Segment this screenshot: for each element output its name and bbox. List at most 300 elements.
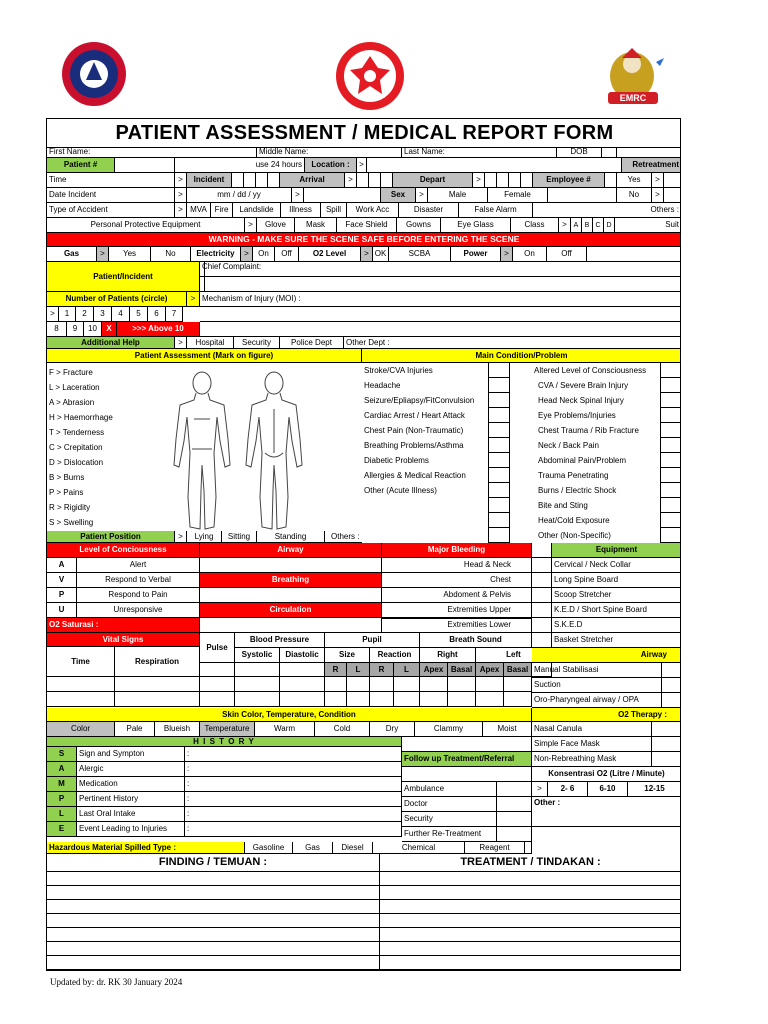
skin-temperature-label: Temperature xyxy=(200,722,255,737)
finding-line[interactable] xyxy=(47,900,380,914)
arrow-marker: > xyxy=(345,173,357,188)
condition-item: Seizure/Epliapsy/FitConvulsion xyxy=(364,395,475,405)
bleeding-item[interactable]: Chest xyxy=(382,573,532,588)
vital-cell[interactable] xyxy=(394,677,420,692)
o2-other-field[interactable]: Other : xyxy=(532,797,681,827)
loc-option[interactable]: Alert xyxy=(77,558,200,573)
gas-no[interactable]: No xyxy=(151,247,191,262)
patient-count-7[interactable]: 7 xyxy=(166,307,183,322)
vital-cell[interactable] xyxy=(370,692,394,707)
vital-cell[interactable] xyxy=(476,677,504,692)
blank xyxy=(235,663,280,677)
skin-pale[interactable]: Pale xyxy=(115,722,155,737)
electricity-on[interactable]: On xyxy=(253,247,275,262)
arrow-marker: > xyxy=(175,337,187,349)
right-basal: Basal xyxy=(448,663,476,677)
equipment-item[interactable]: Basket Stretcher xyxy=(552,633,681,648)
accident-false-alarm[interactable]: False Alarm xyxy=(459,203,533,218)
ppe-gowns[interactable]: Gowns xyxy=(397,218,441,233)
condition-checkbox[interactable] xyxy=(488,363,510,378)
condition-checkbox[interactable] xyxy=(488,423,510,438)
date-incident-field[interactable]: mm / dd / yy xyxy=(187,188,292,203)
moi-field[interactable]: Mechanism of Injury (MOI) : xyxy=(200,292,681,307)
first-name-field[interactable]: First Name: xyxy=(47,147,257,158)
finding-line[interactable] xyxy=(47,886,380,900)
treatment-line[interactable] xyxy=(380,914,681,928)
medical-report-form xyxy=(46,118,681,971)
bleeding-item[interactable]: Extremities Upper xyxy=(382,603,532,618)
incident-time-field[interactable] xyxy=(268,173,280,188)
breath-right-header: Right xyxy=(420,648,476,663)
hazmat-label: Hazardous Material Spilled Type : xyxy=(47,842,245,854)
retreatment-yes[interactable]: Yes xyxy=(617,173,652,188)
help-hospital[interactable]: Hospital xyxy=(187,337,234,349)
condition-checkbox[interactable] xyxy=(488,393,510,408)
legend-item: T > Tenderness xyxy=(49,427,105,437)
sex-female[interactable]: Female xyxy=(488,188,548,203)
equipment-header: Equipment xyxy=(552,543,681,558)
o2-ok[interactable]: OK xyxy=(373,247,389,262)
equipment-item[interactable]: S.K.E.D xyxy=(552,618,681,633)
bleeding-checkbox[interactable] xyxy=(532,588,552,603)
type-of-accident-label: Type of Accident xyxy=(47,203,175,218)
arrow-marker: > xyxy=(241,247,253,262)
bleeding-item[interactable]: Head & Neck xyxy=(382,558,532,573)
patient-count-2[interactable]: 2 xyxy=(76,307,94,322)
location-field[interactable] xyxy=(367,158,622,173)
condition-item: Altered Level of Consciousness xyxy=(534,365,647,375)
footer-updated-by: Updated by: dr. RK 30 January 2024 xyxy=(50,977,183,987)
scene-safety-warning: WARNING - MAKE SURE THE SCENE SAFE BEFORE ENTERING THE SCENE xyxy=(47,233,681,247)
patient-count-6[interactable]: 6 xyxy=(148,307,166,322)
treatment-line[interactable] xyxy=(380,942,681,956)
power-on[interactable]: On xyxy=(513,247,547,262)
dob-field[interactable] xyxy=(617,147,681,158)
follow-up-checkbox[interactable] xyxy=(497,782,532,797)
patient-count-above-10[interactable]: >>> Above 10 xyxy=(117,322,200,337)
arrow-marker: > xyxy=(473,173,485,188)
o2-level-2-6[interactable]: 2- 6 xyxy=(548,782,588,797)
condition-checkbox[interactable] xyxy=(488,483,510,498)
follow-up-checkbox[interactable] xyxy=(497,827,532,842)
arrow-marker: > xyxy=(47,307,59,322)
patient-number-field[interactable] xyxy=(115,158,175,173)
condition-checkbox[interactable] xyxy=(488,408,510,423)
skin-blueish[interactable]: Blueish xyxy=(155,722,200,737)
patient-count-3[interactable]: 3 xyxy=(94,307,112,322)
ppe-suit[interactable]: Suit xyxy=(615,218,681,233)
condition-checkbox[interactable] xyxy=(660,513,681,528)
history-field[interactable]: : xyxy=(185,762,402,777)
condition-checkbox[interactable] xyxy=(660,408,681,423)
skin-moist[interactable]: Moist xyxy=(483,722,532,737)
moi-line[interactable] xyxy=(200,307,681,322)
arrow-marker: > xyxy=(175,531,187,543)
vital-cell[interactable] xyxy=(448,692,476,707)
last-name-field[interactable]: Last Name: xyxy=(402,147,557,158)
accident-landslide[interactable]: Landslide xyxy=(233,203,281,218)
history-item: Pertinent History xyxy=(77,792,185,807)
arrow-marker: > xyxy=(501,247,513,262)
treatment-line[interactable] xyxy=(380,956,681,970)
condition-checkbox[interactable] xyxy=(488,513,510,528)
moi-line[interactable] xyxy=(200,322,681,337)
dob-field[interactable] xyxy=(602,147,617,158)
power-off[interactable]: Off xyxy=(547,247,587,262)
accident-others[interactable]: Others : xyxy=(533,203,681,218)
blank xyxy=(587,247,681,262)
date-field[interactable] xyxy=(304,188,381,203)
depart-time-field[interactable] xyxy=(485,173,497,188)
follow-up-item[interactable]: Further Re-Treatment xyxy=(402,827,497,842)
condition-checkbox[interactable] xyxy=(660,423,681,438)
ppe-class-b[interactable]: B xyxy=(582,218,593,233)
history-item: Alergic xyxy=(77,762,185,777)
number-of-patients-label: Number of Patients (circle) xyxy=(47,292,187,307)
vital-cell[interactable] xyxy=(280,677,325,692)
skin-dry[interactable]: Dry xyxy=(370,722,415,737)
patient-position-label: Patient Position xyxy=(47,531,175,543)
condition-item: CVA / Severe Brain Injury xyxy=(538,380,629,390)
condition-checkbox[interactable] xyxy=(660,498,681,513)
legend-item: C > Crepitation xyxy=(49,442,103,452)
ppe-glove[interactable]: Glove xyxy=(257,218,295,233)
breath-sound-header: Breath Sound xyxy=(420,633,532,648)
chief-complaint-field[interactable]: Chief Complaint: xyxy=(200,262,681,277)
skin-clammy[interactable]: Clammy xyxy=(415,722,483,737)
hazmat-chemical[interactable]: Chemical xyxy=(373,842,465,854)
condition-checkbox[interactable] xyxy=(660,363,681,378)
blank xyxy=(525,842,532,854)
vital-cell[interactable] xyxy=(280,692,325,707)
arrival-time-field[interactable] xyxy=(357,173,369,188)
condition-checkbox[interactable] xyxy=(660,438,681,453)
skin-cold[interactable]: Cold xyxy=(315,722,370,737)
history-field[interactable]: : xyxy=(185,747,402,762)
vital-cell[interactable] xyxy=(394,692,420,707)
condition-item: Stroke/CVA Injuries xyxy=(364,365,433,375)
o2-level-6-10[interactable]: 6-10 xyxy=(588,782,628,797)
dob-label: DOB xyxy=(557,147,602,158)
vital-cell[interactable] xyxy=(47,692,115,707)
airway-field[interactable] xyxy=(200,558,382,573)
arrow-marker: > xyxy=(357,158,367,173)
fire-department-logo-center xyxy=(334,40,406,112)
gas-label: Gas xyxy=(47,247,97,262)
patient-assessment-header: Patient Assessment (Mark on figure) xyxy=(47,349,362,363)
hazmat-diesel[interactable]: Diesel xyxy=(333,842,373,854)
treatment-line[interactable] xyxy=(380,900,681,914)
bleeding-checkbox[interactable] xyxy=(532,603,552,618)
pupil-size-header: Size xyxy=(325,648,370,663)
condition-item: Burns / Electric Shock xyxy=(538,485,617,495)
vital-cell[interactable] xyxy=(325,692,347,707)
vital-cell[interactable] xyxy=(504,677,532,692)
position-sitting[interactable]: Sitting xyxy=(222,531,257,543)
hazmat-gas[interactable]: Gas xyxy=(293,842,333,854)
o2-therapy-header: O2 Therapy : xyxy=(532,708,681,722)
incident-label: Incident xyxy=(187,173,232,188)
history-item: Medication xyxy=(77,777,185,792)
depart-time-field[interactable] xyxy=(509,173,521,188)
patient-count-8[interactable]: 8 xyxy=(47,322,67,337)
bleeding-checkbox[interactable] xyxy=(532,618,552,633)
vital-cell[interactable] xyxy=(325,677,347,692)
patient-count-10[interactable]: 10 xyxy=(84,322,102,337)
airway-item[interactable]: Oro-Pharyngeal airway / OPA xyxy=(532,693,662,708)
condition-item: Chest Pain (Non-Traumatic) xyxy=(364,425,464,435)
patient-count-x[interactable]: X xyxy=(102,322,117,337)
checkbox[interactable] xyxy=(664,173,681,188)
legend-item: A > Abrasion xyxy=(49,397,95,407)
retreatment-no[interactable]: No xyxy=(617,188,652,203)
arrow-marker: > xyxy=(175,188,187,203)
vital-signs-header: Vital Signs xyxy=(47,633,200,647)
loc-option[interactable]: Unresponsive xyxy=(77,603,200,618)
follow-up-checkbox[interactable] xyxy=(497,812,532,827)
hazmat-reagent[interactable]: Reagent xyxy=(465,842,525,854)
condition-item: Heat/Cold Exposure xyxy=(538,515,610,525)
airway-item[interactable]: Manual Stabilisasi xyxy=(532,663,662,678)
skin-header: Skin Color, Temperature, Condition xyxy=(47,708,532,722)
patient-count-5[interactable]: 5 xyxy=(130,307,148,322)
vital-cell[interactable] xyxy=(420,692,448,707)
equipment-item[interactable]: K.E.D / Short Spine Board xyxy=(552,603,681,618)
vital-cell[interactable] xyxy=(200,677,235,692)
ppe-face-shield[interactable]: Face Shield xyxy=(337,218,397,233)
treatment-line[interactable] xyxy=(380,872,681,886)
vital-cell[interactable] xyxy=(115,692,200,707)
treatment-line[interactable] xyxy=(380,928,681,942)
patient-number-label: Patient # xyxy=(47,158,115,173)
circulation-field[interactable] xyxy=(200,618,382,633)
condition-checkbox[interactable] xyxy=(660,453,681,468)
incident-time-field[interactable] xyxy=(232,173,244,188)
loc-option[interactable]: Respond to Verbal xyxy=(77,573,200,588)
position-lying[interactable]: Lying xyxy=(187,531,222,543)
position-standing[interactable]: Standing xyxy=(257,531,325,543)
systolic-header: Systolic xyxy=(235,648,280,663)
pupil-header: Pupil xyxy=(325,633,420,648)
help-security[interactable]: Security xyxy=(234,337,280,349)
skin-color-label: Color xyxy=(47,722,115,737)
history-letter: M xyxy=(47,777,77,792)
gas-yes[interactable]: Yes xyxy=(109,247,151,262)
accident-fire[interactable]: Fire xyxy=(211,203,233,218)
accident-mva[interactable]: MVA xyxy=(187,203,211,218)
airway-header: Airway xyxy=(200,543,382,558)
middle-name-field[interactable]: Middle Name: xyxy=(257,147,402,158)
electricity-off[interactable]: Off xyxy=(275,247,299,262)
follow-up-item[interactable]: Doctor xyxy=(402,797,497,812)
equipment-item[interactable]: Long Spine Board xyxy=(552,573,681,588)
history-letter: S xyxy=(47,747,77,762)
depart-time-field[interactable] xyxy=(497,173,509,188)
o2-scba[interactable]: SCBA xyxy=(389,247,451,262)
loc-letter: P xyxy=(47,588,77,603)
ppe-class-d[interactable]: D xyxy=(604,218,615,233)
follow-up-checkbox[interactable] xyxy=(497,797,532,812)
location-label: Location : xyxy=(305,158,357,173)
additional-help-label: Additional Help xyxy=(47,337,175,349)
vital-cell[interactable] xyxy=(370,677,394,692)
condition-item: Other (Non-Specific) xyxy=(538,530,611,540)
history-field[interactable]: : xyxy=(185,822,402,837)
loc-header: Level of Conciousness xyxy=(47,543,200,558)
ppe-mask[interactable]: Mask xyxy=(295,218,337,233)
vital-cell[interactable] xyxy=(235,677,280,692)
history-field[interactable]: : xyxy=(185,792,402,807)
history-field[interactable]: : xyxy=(185,777,402,792)
o2-checkbox[interactable] xyxy=(652,752,681,767)
condition-item: Eye Problems/Injuries xyxy=(538,410,616,420)
bleeding-checkbox[interactable] xyxy=(532,573,552,588)
treatment-line[interactable] xyxy=(380,886,681,900)
incident-time-field[interactable] xyxy=(256,173,268,188)
airway-checkbox[interactable] xyxy=(662,663,681,678)
arrival-time-field[interactable] xyxy=(369,173,381,188)
condition-checkbox[interactable] xyxy=(488,528,510,543)
chief-complaint-line[interactable] xyxy=(200,277,681,292)
o2-therapy-item[interactable]: Non-Rebreathing Mask xyxy=(532,752,652,767)
o2-level-12-15[interactable]: 12-15 xyxy=(628,782,681,797)
condition-item: Breathing Problems/Asthma xyxy=(364,440,464,450)
depart-label: Depart xyxy=(393,173,473,188)
blank xyxy=(382,618,532,619)
bleeding-item[interactable]: Extremities Lower xyxy=(382,618,532,633)
size-left: L xyxy=(347,663,370,677)
blank xyxy=(200,663,235,677)
airway-checkbox[interactable] xyxy=(662,678,681,693)
finding-line[interactable] xyxy=(47,914,380,928)
incident-time-field[interactable] xyxy=(244,173,256,188)
accident-disaster[interactable]: Disaster xyxy=(399,203,459,218)
vital-cell[interactable] xyxy=(448,677,476,692)
legend-item: L > Laceration xyxy=(49,382,100,392)
condition-checkbox[interactable] xyxy=(660,378,681,393)
depart-time-field[interactable] xyxy=(521,173,533,188)
reaction-left: L xyxy=(394,663,420,677)
help-other-dept[interactable]: Other Dept : xyxy=(344,337,681,349)
airway-item[interactable]: Suction xyxy=(532,678,662,693)
ppe-class-c[interactable]: C xyxy=(593,218,604,233)
condition-checkbox[interactable] xyxy=(660,528,681,543)
emrc-mascot-logo xyxy=(594,48,674,110)
ppe-class-a[interactable]: A xyxy=(571,218,582,233)
condition-checkbox[interactable] xyxy=(488,378,510,393)
power-label: Power xyxy=(451,247,501,262)
bleeding-item[interactable]: Abdoment & Pelvis xyxy=(382,588,532,603)
arrival-time-field[interactable] xyxy=(381,173,393,188)
retreatment-label: Retreatment xyxy=(622,158,681,173)
vital-cell[interactable] xyxy=(347,692,370,707)
time-header: Time xyxy=(47,647,115,677)
time-label: Time xyxy=(47,173,175,188)
patient-count-9[interactable]: 9 xyxy=(67,322,84,337)
position-others[interactable]: Others : xyxy=(325,531,362,543)
condition-checkbox[interactable] xyxy=(488,438,510,453)
patient-count-4[interactable]: 4 xyxy=(112,307,130,322)
history-field[interactable]: : xyxy=(185,807,402,822)
o2-checkbox[interactable] xyxy=(652,737,681,752)
o2-checkbox[interactable] xyxy=(652,722,681,737)
vital-cell[interactable] xyxy=(200,692,235,707)
follow-up-item[interactable]: Ambulance xyxy=(402,782,497,797)
o2-therapy-item[interactable]: Nasal Canula xyxy=(532,722,652,737)
accident-work[interactable]: Work Acc xyxy=(347,203,399,218)
history-letter: A xyxy=(47,762,77,777)
condition-checkbox[interactable] xyxy=(660,393,681,408)
employee-number-label: Employee # xyxy=(533,173,605,188)
vital-cell[interactable] xyxy=(476,692,504,707)
sex-label: Sex xyxy=(381,188,416,203)
finding-line[interactable] xyxy=(47,928,380,942)
condition-item: Diabetic Problems xyxy=(364,455,429,465)
o2-therapy-item[interactable]: Simple Face Mask xyxy=(532,737,652,752)
accident-illness[interactable]: Illness xyxy=(281,203,321,218)
help-police[interactable]: Police Dept xyxy=(280,337,344,349)
accident-spill[interactable]: Spill xyxy=(321,203,347,218)
sex-male[interactable]: Male xyxy=(428,188,488,203)
o2-level-label: O2 Level xyxy=(299,247,361,262)
finding-line[interactable] xyxy=(47,942,380,956)
skin-warm[interactable]: Warm xyxy=(255,722,315,737)
airway-equipment-header: Airway xyxy=(532,648,681,663)
date-incident-label: Date Incident xyxy=(47,188,175,203)
condition-checkbox[interactable] xyxy=(488,498,510,513)
legend-item: P > Pains xyxy=(49,487,84,497)
condition-checkbox[interactable] xyxy=(660,483,681,498)
breathing-field[interactable] xyxy=(200,588,382,603)
ppe-eye-glass[interactable]: Eye Glass xyxy=(441,218,511,233)
finding-line[interactable] xyxy=(47,872,380,886)
vital-cell[interactable] xyxy=(115,677,200,692)
condition-item: Allergies & Medical Reaction xyxy=(364,470,466,480)
condition-item: Trauma Penetrating xyxy=(538,470,609,480)
vital-cell[interactable] xyxy=(347,677,370,692)
arrow-marker: > xyxy=(245,218,257,233)
equipment-item[interactable]: Scoop Stretcher xyxy=(552,588,681,603)
pulse-header: Pulse xyxy=(200,633,235,663)
bleeding-checkbox[interactable] xyxy=(532,558,552,573)
equipment-item[interactable]: Cervical / Neck Collar xyxy=(552,558,681,573)
condition-item: Cardiac Arrest / Heart Attack xyxy=(364,410,465,420)
condition-checkbox[interactable] xyxy=(488,468,510,483)
hazmat-gasoline[interactable]: Gasoline xyxy=(245,842,293,854)
checkbox[interactable] xyxy=(664,188,681,203)
vital-cell[interactable] xyxy=(420,677,448,692)
reaction-right: R xyxy=(370,663,394,677)
konsentrasi-label: Konsentrasi O2 (Litre / Minute) xyxy=(532,767,681,782)
blank xyxy=(402,737,532,752)
blank xyxy=(402,767,532,782)
airway-checkbox[interactable] xyxy=(662,693,681,708)
vital-cell[interactable] xyxy=(504,692,532,707)
follow-up-item[interactable]: Security xyxy=(402,812,497,827)
legend-item: D > Dislocation xyxy=(49,457,104,467)
body-diagram[interactable] xyxy=(172,369,352,534)
arrow-marker: > xyxy=(652,188,664,203)
arrow-marker: > xyxy=(175,173,187,188)
condition-checkbox[interactable] xyxy=(488,453,510,468)
finding-line[interactable] xyxy=(47,956,380,970)
vital-cell[interactable] xyxy=(235,692,280,707)
vital-cell[interactable] xyxy=(47,677,115,692)
condition-checkbox[interactable] xyxy=(660,468,681,483)
loc-option[interactable]: Respond to Pain xyxy=(77,588,200,603)
employee-number-field[interactable] xyxy=(605,173,617,188)
patient-count-1[interactable]: 1 xyxy=(59,307,76,322)
